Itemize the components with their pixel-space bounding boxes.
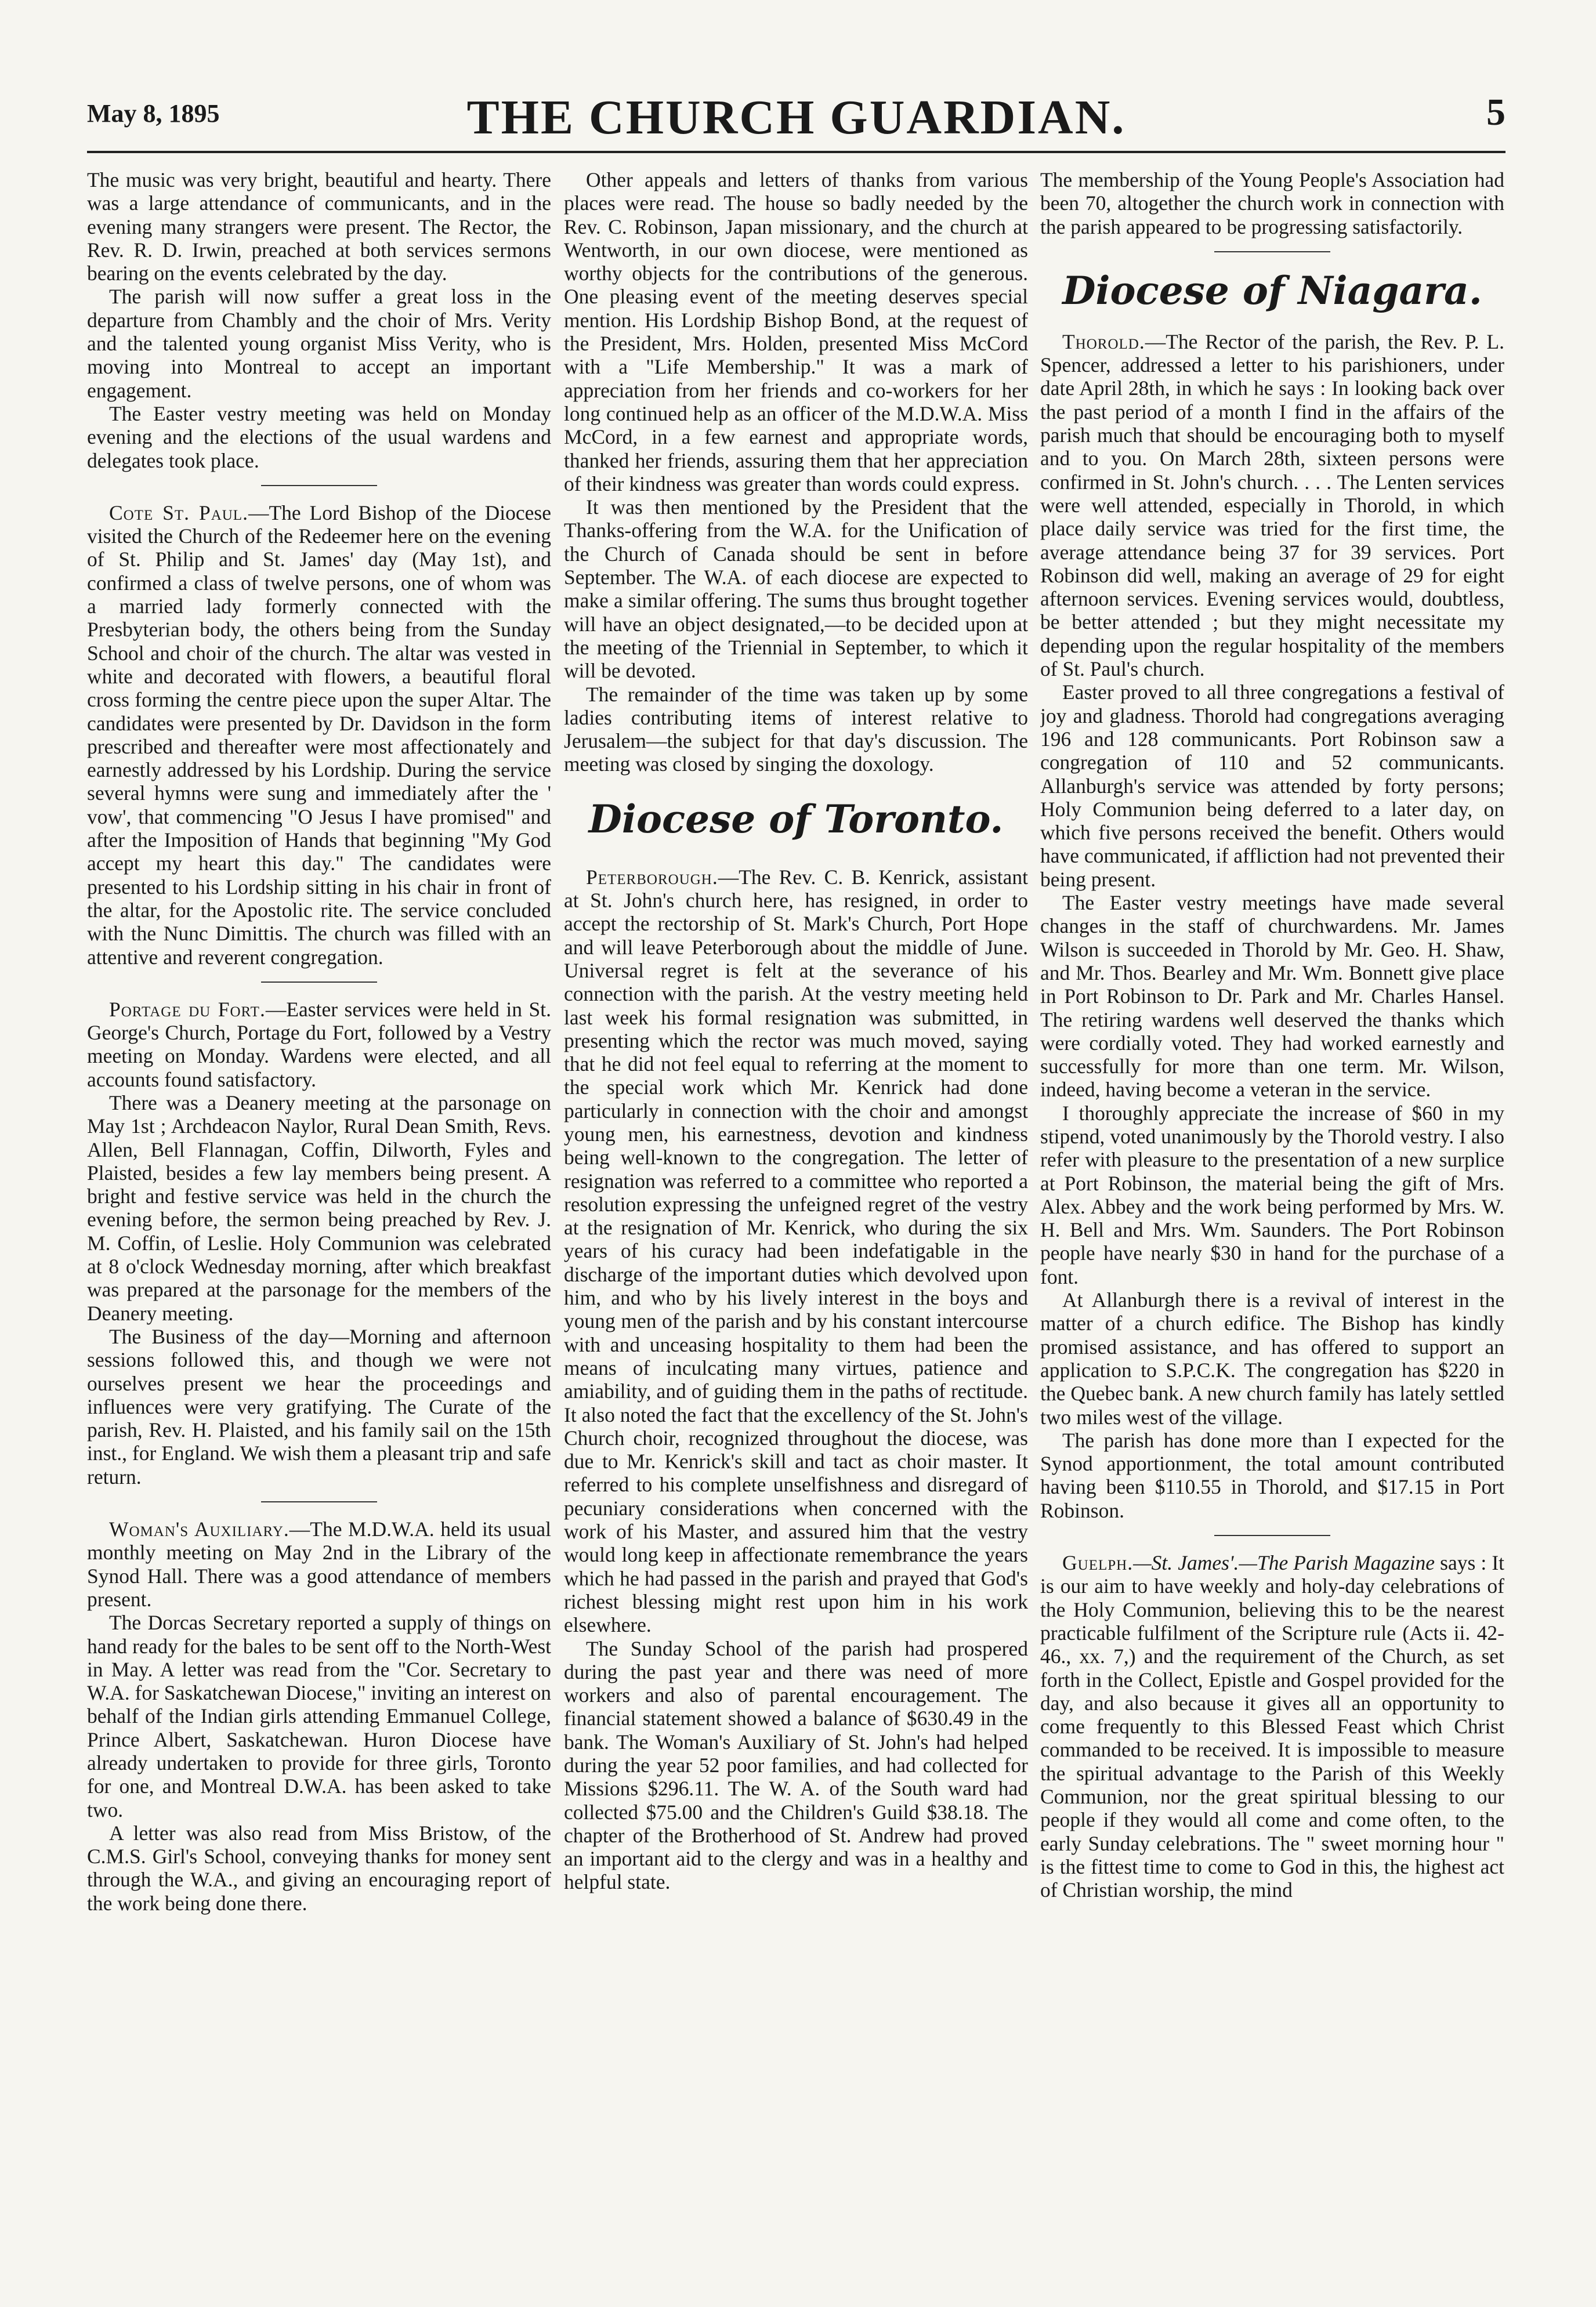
- paragraph: I thoroughly appreciate the increase of $60 in my stipend, voted unanimously by the Thorold vestry. I also refer with pleasure to the presentation of a new surplice at Port Robinson, the material being the gift of Mrs. Alex. Abbey and the work being performed by Mrs. W. H. Bell and Mrs. Wm. Saunders. The Port Robinson people have nearly $30 in hand for the purchase of a font.: [1040, 1101, 1504, 1288]
- article-cote-st-paul: [87, 501, 551, 969]
- place-lead: Portage du Fort.: [109, 997, 266, 1021]
- page-header: [87, 87, 1505, 153]
- paragraph: It was then mentioned by the President that the Thanks-offering from the W.A. for the Unification of the Church of Canada should be sent in before September. The W.A. of each diocese are expected to make a similar offering. The sums thus brought together will have an object designated,—to be decided upon at the meeting of the Triennial in September, to which it will be devoted.: [564, 495, 1028, 683]
- place-lead: Guelph.: [1062, 1551, 1134, 1575]
- paragraph: Other appeals and letters of thanks from various places were read. The house so badly needed by the Rev. C. Robinson, Japan missionary, and the church at Wentworth, in our own diocese, were mentioned as worthy objects for the contributions of the generous. One pleasing event of the meeting deserves special mention. His Lordship Bishop Bond, at the request of the President, Mrs. Holden, presented Miss McCord with a "Life Membership." It was a mark of appreciation from her friends and co-workers for her long continued help as an officer of the M.D.W.A. Miss McCord, in a few earnest and appropriate words, thanked her friends, assuring them that her appreciation of their kindness was greater than words could express.: [564, 168, 1028, 495]
- page-number: 5: [1486, 91, 1505, 133]
- issue-date: May 8, 1895: [87, 99, 220, 128]
- section-divider: [261, 1501, 377, 1502]
- column-3: [1040, 168, 1504, 2257]
- newspaper-title: THE CHURCH GUARDIAN.: [466, 90, 1126, 144]
- article-text: —Easter services were held in St. George's Church, Portage du Fort, followed by a Vestry meeting on Monday. Wardens were elected, and all accounts found satisfactory.: [87, 997, 551, 1091]
- place-lead: Thorold.: [1062, 329, 1145, 353]
- section-heading-niagara: Diocese of Niagara.: [1062, 267, 1482, 313]
- paragraph: The remainder of the time was taken up by some ladies contributing items of interest relative to Jerusalem—the subject for that day's discussion. The meeting was closed by singing the doxology.: [564, 682, 1028, 776]
- paragraph: The Easter vestry meetings have made several changes in the staff of churchwardens. Mr. James Wilson is succeeded in Thorold by Mr. Geo. H. Shaw, and Mr. Thos. Bearley and Mr. Wm. Bonnett give place in Port Robinson to Dr. Park and Mr. Charles Hansel. The retiring wardens well deserved the thanks which were cordially voted. They had worked earnestly and successfully for more than one term. Mr. Wilson, indeed, having become a veteran in the service.: [1040, 891, 1504, 1102]
- article-subject: —St. James'.—The Parish Magazine: [1133, 1551, 1435, 1575]
- column-2: [564, 168, 1028, 2257]
- paragraph: The parish has done more than I expected for the Synod apportionment, the total amount contributed having been $110.55 in Thorold, and $17.15 in Port Robinson.: [1040, 1428, 1504, 1522]
- article-womans-auxiliary: [87, 1518, 551, 1611]
- article-text: —The Rev. C. B. Kenrick, assistant at St. John's church here, has resigned, in order to accept the rectorship of St. Mark's Church, Port Hope and will leave Peterborough about the middle of June. Universal regret is felt at the severance of his connection with the parish. At the vestry meeting held last week his formal resignation was submitted, in presenting which the rector was much moved, saying that he did not feel equal to referring at the moment to the special work which Mr. Kenrick had done particularly in connection with the choir and amongst young men, his earnestness, devotion and kindness being well-known to the congregation. The letter of resignation was referred to a committee who reported a resolution expressing the unfeigned regret of the vestry at the resignation of Mr. Kenrick, who during the six years of his curacy had been indefatigable in the discharge of the important duties which devolved upon him, and who by his lively interest in the boys and young men of the parish and by his constant intercourse with and unceasing hospitality to them had been the means of inculcating many virtues, patience and amiability, and of guiding them in the paths of rectitude. It also noted the fact that the excellency of the St. John's Church choir, recognized throughout the diocese, was due to Mr. Kenrick's skill and tact as choir master. It referred to his complete unselfishness and disregard of pecuniary considerations when concerned with the work of his Master, and assured him that the vestry would long keep in affectionate remembrance the years which he had passed in the parish and prayed that God's richest blessing might rest upon him in his work elsewhere.: [564, 865, 1028, 1637]
- place-lead: Woman's Auxiliary.: [109, 1518, 289, 1541]
- place-lead: Peterborough.: [586, 865, 718, 889]
- paragraph: A letter was also read from Miss Bristow, of the C.M.S. Girl's School, conveying thanks for money sent through the W.A., and giving an encouraging report of the work being done there.: [87, 1821, 551, 1915]
- article-text: says : It is our aim to have weekly and holy-day celebrations of the Holy Communion, believing this to be the nearest practicable fulfilment of the Scripture rule (Acts ii. 42-46., xx. 7,) and the requirement of the Church, as set forth in the Collect, Epistle and Gospel provided for the day, and also because it gives all an opportunity to come frequently to this Blessed Feast which Christ commanded to be received. It is impossible to measure the spiritual advantage to the Parish of this Weekly Communion, nor the great spiritual blessing to our people if they would all come and come often, to the early Sunday celebrations. The " sweet morning hour " is the fittest time to come to God in this, the highest act of Christian worship, the mind: [1040, 1551, 1504, 1902]
- place-lead: Cote St. Paul.: [109, 501, 248, 524]
- paragraph: The Sunday School of the parish had prospered during the past year and there was need of more workers and also of parental encouragement. The financial statement showed a balance of $630.49 in the bank. The Woman's Auxiliary of St. John's had helped during the year 52 poor families, and had collected for Missions $296.11. The W. A. of the South ward had collected $75.00 and the Children's Guild $38.18. The chapter of the Brotherhood of St. Andrew had proved an important aid to the clergy and was in a healthy and helpful state.: [564, 1636, 1028, 1894]
- section-divider: [1214, 1535, 1330, 1536]
- article-thorold: [1040, 330, 1504, 680]
- paragraph: The membership of the Young People's Association had been 70, altogether the church work in connection with the parish appeared to be progressing satisfactorily.: [1040, 168, 1504, 238]
- article-text: —The M.D.W.A. held its usual monthly meeting on May 2nd in the Library of the Synod Hall. There was a good attendance of members present.: [87, 1518, 551, 1611]
- paragraph: The parish will now suffer a great loss in the departure from Chambly and the choir of Mrs. Verity and the talented young organist Miss Verity, who is moving into Montreal to accept an important engagement.: [87, 285, 551, 402]
- section-heading-toronto: Diocese of Toronto.: [588, 796, 1004, 842]
- paragraph: The music was very bright, beautiful and hearty. There was a large attendance of communicants, and in the evening many strangers were present. The Rector, the Rev. R. D. Irwin, preached at both services sermons bearing on the events celebrated by the day.: [87, 168, 551, 285]
- paragraph: The Dorcas Secretary reported a supply of things on hand ready for the bales to be sent off to the North-West in May. A letter was read from the "Cor. Secretary to W.A. for Saskatchewan Diocese," inviting an interest on behalf of the Indian girls attending Emmanuel College, Prince Albert, Saskatchewan. Huron Diocese have already undertaken to provide for three girls, Toronto for one, and Montreal D.W.A. has been asked to take two.: [87, 1611, 551, 1821]
- paragraph: Easter proved to all three congregations a festival of joy and gladness. Thorold had congregations averaging 196 and 128 communicants. Port Robinson saw a congregation of 110 and 52 communicants. Allanburgh's service was attended by forty persons; Holy Communion being deferred to a later day, on which five persons received the benefit. Others would have communicated, if affliction had not prevented their being present.: [1040, 680, 1504, 891]
- paragraph: The Easter vestry meeting was held on Monday evening and the elections of the usual wardens and delegates took place.: [87, 401, 551, 472]
- column-1: [87, 168, 551, 2257]
- paragraph: The Business of the day—Morning and afternoon sessions followed this, and though we were not ourselves present we hear the proceedings and influences were very gratifying. The Curate of the parish, Rev. H. Plaisted, and his family sail on the 15th inst., for England. We wish them a pleasant trip and safe return.: [87, 1324, 551, 1488]
- article-peterborough: [564, 865, 1028, 1637]
- article-portage-du-fort: [87, 998, 551, 1091]
- paragraph: At Allanburgh there is a revival of interest in the matter of a church edifice. The Bishop has kindly promised assistance, and has offered to support an application to S.P.C.K. The congregation has $220 in the Quebec bank. A new church family has lately settled two miles west of the village.: [1040, 1288, 1504, 1429]
- paragraph: There was a Deanery meeting at the parsonage on May 1st ; Archdeacon Naylor, Rural Dean Smith, Revs. Allen, Bell Flannagan, Coffin, Dilworth, Fyles and Plaisted, besides a few lay members being present. A bright and festive service was held in the church the evening before, the sermon being preached by Rev. J. M. Coffin, of Leslie. Holy Communion was celebrated at 8 o'clock Wednesday morning, after which breakfast was prepared at the parsonage for the members of the Deanery meeting.: [87, 1091, 551, 1325]
- section-divider: [261, 485, 377, 486]
- article-text: —The Lord Bishop of the Diocese visited the Church of the Redeemer here on the evening of St. Philip and St. James' day (May 1st), and confirmed a class of twelve persons, one of whom was a married lady formerly connected with the Presbyterian body, the others being from the Sunday School and choir of the church. The altar was vested in white and decorated with flowers, a beautiful floral cross forming the centre piece upon the super Altar. The candidates were presented by Dr. Davidson in the form prescribed and thereafter were most affectionately and earnestly addressed by his Lordship. During the service several hymns were sung and immediately after the ' vow', that commencing "O Jesus I have promised" and after the Imposition of Hands that beginning "My God accept my heart this day." The candidates were presented to his Lordship sitting in his chair in front of the altar, for the Apostolic rite. The service concluded with the Nunc Dimittis. The church was filled with an attentive and reverent congregation.: [87, 501, 551, 969]
- article-text: —The Rector of the parish, the Rev. P. L. Spencer, addressed a letter to his parishioners, under date April 28th, in which he says : In looking back over the past period of a month I find in the affairs of the parish much that should be encouraging both to myself and to you. On March 28th, sixteen persons were confirmed in St. John's church. . . . The Lenten services were well attended, especially in Thorold, in which place daily service was tried for the first time, the average attendance being 37 for 39 services. Port Robinson did well, making an average of 29 for eight afternoon services. Evening services would, doubtless, be better attended ; but they might necessitate my depending upon the regular hospitality of the members of St. Paul's church.: [1040, 329, 1504, 681]
- article-guelph: [1040, 1551, 1504, 1902]
- section-divider: [261, 982, 377, 983]
- section-divider: [1214, 251, 1330, 252]
